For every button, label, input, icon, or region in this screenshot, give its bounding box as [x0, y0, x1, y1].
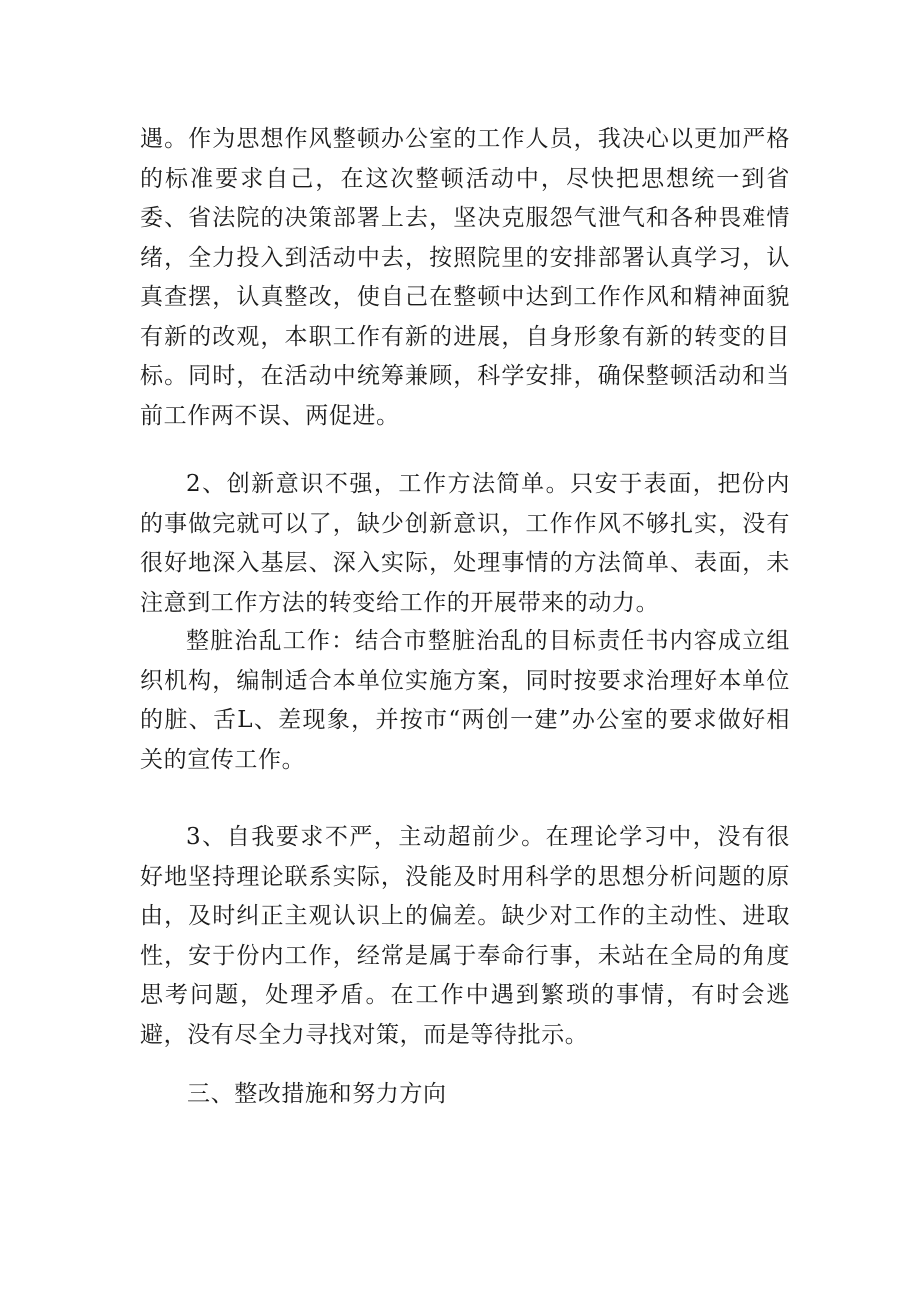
section-heading: 三、整改措施和努力方向 [187, 1081, 447, 1107]
paragraph-item-3: 3、自我要求不严，主动超前少。在理论学习中，没有很好地坚持理论联系实际，没能及时用科学的思想分析问题的原由，及时纠正主观认识上的偏差。缺少对工作的主动性、进取性，安于份内工作，经常是属于奉命行事，未站在全局的角度思考问题，处理矛盾。在工作中遇到繁琐的事情，有时会逃避，没有尽全力寻找对策，而是等待批示。 [140, 824, 790, 1048]
paragraph-cleanup-work: 整脏治乱工作：结合市整脏治乱的目标责任书内容成立组织机构，编制适合本单位实施方案，同时按要求治理好本单位的脏、舌L、差现象，并按市“两创一建”办公室的要求做好相关的宣传工作。 [140, 628, 790, 773]
paragraph-item-2: 2、创新意识不强，工作方法简单。只安于表面，把份内的事做完就可以了，缺少创新意识，工作作风不够扎实，没有很好地深入基层、深入实际，处理事情的方法简单、表面，未注意到工作方法的转变给工作的开展带来的动力。 [140, 471, 790, 616]
paragraph-continuation: 遇。作为思想作风整顿办公室的工作人员，我决心以更加严格的标准要求自己，在这次整顿活动中，尽快把思想统一到省委、省法院的决策部署上去，坚决克服怨气泄气和各种畏难情绪，全力投入到活动中去，按照院里的安排部署认真学习，认真查摆，认真整改，使自己在整顿中达到工作作风和精神面貌有新的改观，本职工作有新的进展，自身形象有新的转变的目标。同时，在活动中统筹兼顾，科学安排，确保整顿活动和当前工作两不误、两促进。 [140, 126, 790, 429]
